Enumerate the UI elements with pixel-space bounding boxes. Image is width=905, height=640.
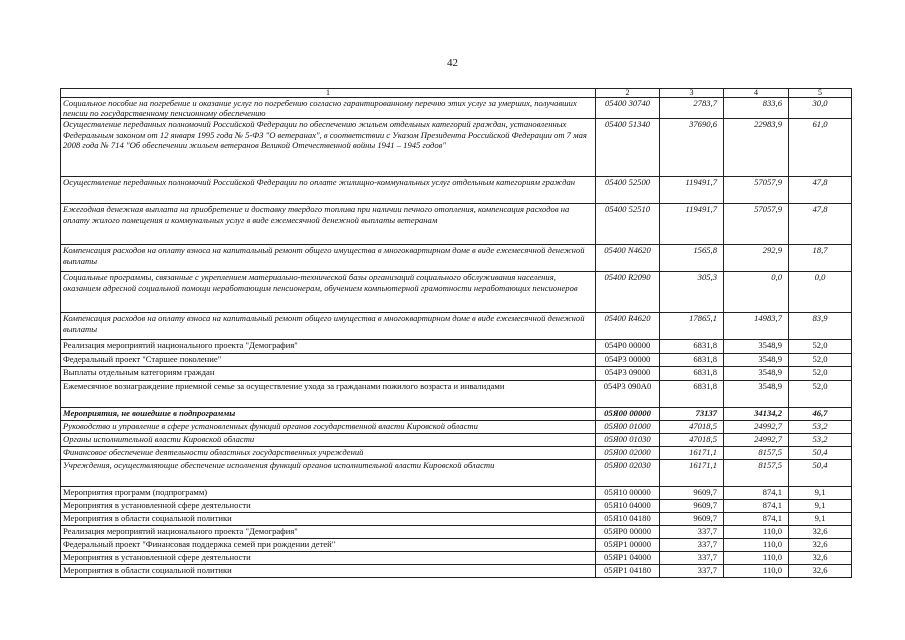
row-percent-cell: 18,7	[789, 245, 852, 272]
row-percent-cell: 0,0	[789, 272, 852, 313]
row-value-cell: 292,9	[724, 245, 789, 272]
row-value-cell: 37690,6	[660, 119, 724, 177]
row-name-cell: Выплаты отдельным категориям граждан	[61, 367, 596, 381]
row-value-cell: 1565,8	[660, 245, 724, 272]
row-code-cell: 054P3 09000	[596, 367, 660, 381]
row-name-cell: Социальные программы, связанные с укреплением материально-технической базы организаций социального обслуживания населения, оказанием адресной социальной помощи неработающим пенсионерам, обучением компьютерной грамотности неработающих пенсионеров	[61, 272, 596, 313]
table-row	[61, 565, 852, 578]
row-value-cell: 9609,7	[660, 513, 724, 526]
row-code-cell: 05Я10 04000	[596, 500, 660, 513]
row-value-cell: 6831,8	[660, 340, 724, 354]
row-value-cell: 3548,9	[724, 354, 789, 367]
row-name-cell: Руководство и управление в сфере установленных функций органов государственной власти Кировской области	[61, 421, 596, 434]
row-value-cell: 833,6	[724, 98, 789, 119]
row-percent-cell: 61,0	[789, 119, 852, 177]
row-name-cell: Социальное пособие на погребение и оказание услуг по погребению согласно гарантированному перечню этих услуг за умерших, получавших пенсии по государственному пенсионному обеспечению	[61, 98, 596, 119]
row-value-cell: 6831,8	[660, 381, 724, 408]
column-header: 4	[724, 89, 789, 98]
row-name-cell: Ежемесячное вознаграждение приемной семье за осуществление ухода за гражданами пожилого возраста и инвалидами	[61, 381, 596, 408]
row-name-cell: Реализация мероприятий национального проекта "Демография"	[61, 340, 596, 354]
row-code-cell: 05400 51340	[596, 119, 660, 177]
column-header: 5	[789, 89, 852, 98]
row-value-cell: 16171,1	[660, 447, 724, 460]
table-row	[61, 245, 852, 272]
row-percent-cell: 52,0	[789, 354, 852, 367]
row-code-cell: 05400 52510	[596, 204, 660, 245]
row-percent-cell: 53,2	[789, 434, 852, 447]
row-value-cell: 16171,1	[660, 460, 724, 487]
row-value-cell: 22983,9	[724, 119, 789, 177]
column-header: 1	[61, 89, 596, 98]
row-percent-cell: 52,0	[789, 340, 852, 354]
row-value-cell: 337,7	[660, 539, 724, 552]
row-value-cell: 24992,7	[724, 434, 789, 447]
row-code-cell: 05Я10 00000	[596, 487, 660, 500]
table-row	[61, 526, 852, 539]
row-value-cell: 9609,7	[660, 487, 724, 500]
row-value-cell: 0,0	[724, 272, 789, 313]
row-percent-cell: 32,6	[789, 539, 852, 552]
row-percent-cell: 53,2	[789, 421, 852, 434]
row-code-cell: 05ЯP0 00000	[596, 526, 660, 539]
row-value-cell: 17865,1	[660, 313, 724, 340]
table-row	[61, 272, 852, 313]
row-percent-cell: 9,1	[789, 513, 852, 526]
row-value-cell: 24992,7	[724, 421, 789, 434]
row-value-cell: 3548,9	[724, 367, 789, 381]
row-value-cell: 47018,5	[660, 434, 724, 447]
row-value-cell: 6831,8	[660, 354, 724, 367]
row-code-cell: 054P0 00000	[596, 340, 660, 354]
row-name-cell: Компенсация расходов на оплату взноса на капитальный ремонт общего имущества в многоквартирном доме в виде ежемесячной денежной выплаты	[61, 245, 596, 272]
row-value-cell: 57057,9	[724, 204, 789, 245]
row-value-cell: 34134,2	[724, 408, 789, 421]
budget-execution-table	[60, 88, 852, 578]
row-name-cell: Мероприятия в установленной сфере деятельности	[61, 552, 596, 565]
row-name-cell: Осуществление переданных полномочий Российской Федерации по обеспечению жильем отдельных категорий граждан, установленных Федеральным законом от 12 января 1995 года № 5-ФЗ "О ветеранах", в соответствии с Указом Президента Российской Федерации от 7 мая 2008 года № 714 "Об обеспечении жильем ветеранов Великой Отечественной войны 1941 – 1945 годов"	[61, 119, 596, 177]
row-name-cell: Реализация мероприятий национального проекта "Демография"	[61, 526, 596, 539]
column-header: 3	[660, 89, 724, 98]
row-code-cell: 05Я10 04180	[596, 513, 660, 526]
table-row	[61, 434, 852, 447]
row-value-cell: 305,3	[660, 272, 724, 313]
row-name-cell: Федеральный проект "Финансовая поддержка семей при рождении детей"	[61, 539, 596, 552]
row-value-cell: 874,1	[724, 513, 789, 526]
row-value-cell: 337,7	[660, 552, 724, 565]
table-row	[61, 98, 852, 119]
row-value-cell: 119491,7	[660, 204, 724, 245]
row-name-cell: Учреждения, осуществляющие обеспечение исполнения функций органов исполнительной власти Кировской области	[61, 460, 596, 487]
row-name-cell: Органы исполнительной власти Кировской области	[61, 434, 596, 447]
row-percent-cell: 9,1	[789, 487, 852, 500]
row-name-cell: Финансовое обеспечение деятельности областных государственных учреждений	[61, 447, 596, 460]
table-row	[61, 367, 852, 381]
row-percent-cell: 30,0	[789, 98, 852, 119]
table-row	[61, 513, 852, 526]
row-percent-cell: 52,0	[789, 367, 852, 381]
row-code-cell: 05ЯP1 00000	[596, 539, 660, 552]
row-value-cell: 57057,9	[724, 177, 789, 204]
row-value-cell: 9609,7	[660, 500, 724, 513]
table-row	[61, 460, 852, 487]
row-value-cell: 8157,5	[724, 460, 789, 487]
row-value-cell: 110,0	[724, 539, 789, 552]
row-code-cell: 05Я00 02030	[596, 460, 660, 487]
row-name-cell: Ежегодная денежная выплата на приобретение и доставку твердого топлива при наличии печного отопления, компенсация расходов на оплату жилого помещения и коммунальных услуг в виде ежемесячной денежной выплаты ветеранам	[61, 204, 596, 245]
row-value-cell: 73137	[660, 408, 724, 421]
row-percent-cell: 32,6	[789, 552, 852, 565]
row-value-cell: 337,7	[660, 526, 724, 539]
table-row	[61, 354, 852, 367]
table-row	[61, 500, 852, 513]
row-value-cell: 119491,7	[660, 177, 724, 204]
row-percent-cell: 50,4	[789, 447, 852, 460]
table-row	[61, 539, 852, 552]
table-row	[61, 447, 852, 460]
row-code-cell: 05Я00 02000	[596, 447, 660, 460]
row-name-cell: Федеральный проект "Старшее поколение"	[61, 354, 596, 367]
row-value-cell: 3548,9	[724, 340, 789, 354]
row-name-cell: Мероприятия в области социальной политики	[61, 565, 596, 578]
row-percent-cell: 47,8	[789, 204, 852, 245]
table-row	[61, 119, 852, 177]
row-code-cell: 05400 R4620	[596, 313, 660, 340]
row-percent-cell: 47,8	[789, 177, 852, 204]
row-name-cell: Мероприятия программ (подпрограмм)	[61, 487, 596, 500]
row-value-cell: 874,1	[724, 487, 789, 500]
page-number: 42	[447, 57, 458, 69]
row-name-cell: Компенсация расходов на оплату взноса на капитальный ремонт общего имущества в многоквартирном доме в виде ежемесячной денежной выплаты	[61, 313, 596, 340]
row-value-cell: 14983,7	[724, 313, 789, 340]
row-value-cell: 110,0	[724, 526, 789, 539]
table-row	[61, 313, 852, 340]
row-name-cell: Мероприятия в установленной сфере деятельности	[61, 500, 596, 513]
row-code-cell: 05ЯP1 04180	[596, 565, 660, 578]
row-percent-cell: 32,6	[789, 526, 852, 539]
row-value-cell: 3548,9	[724, 381, 789, 408]
table-row	[61, 381, 852, 408]
table-row	[61, 340, 852, 354]
table-row	[61, 421, 852, 434]
row-name-cell: Мероприятия в области социальной политики	[61, 513, 596, 526]
row-code-cell: 054P3 00000	[596, 354, 660, 367]
row-percent-cell: 52,0	[789, 381, 852, 408]
table-row	[61, 408, 852, 421]
row-code-cell: 05400 R2090	[596, 272, 660, 313]
row-percent-cell: 46,7	[789, 408, 852, 421]
row-value-cell: 110,0	[724, 565, 789, 578]
row-value-cell: 6831,8	[660, 367, 724, 381]
row-code-cell: 054P3 090A0	[596, 381, 660, 408]
row-code-cell: 05Я00 00000	[596, 408, 660, 421]
row-value-cell: 2783,7	[660, 98, 724, 119]
column-header: 2	[596, 89, 660, 98]
row-percent-cell: 32,6	[789, 565, 852, 578]
table-row	[61, 487, 852, 500]
row-code-cell: 05400 30740	[596, 98, 660, 119]
row-name-cell: Осуществление переданных полномочий Российской Федерации по оплате жилищно-коммунальных услуг отдельным категориям граждан	[61, 177, 596, 204]
row-value-cell: 8157,5	[724, 447, 789, 460]
row-percent-cell: 50,4	[789, 460, 852, 487]
row-code-cell: 05ЯP1 04000	[596, 552, 660, 565]
row-percent-cell: 9,1	[789, 500, 852, 513]
row-value-cell: 874,1	[724, 500, 789, 513]
table-header-row	[61, 89, 852, 98]
row-percent-cell: 83,9	[789, 313, 852, 340]
row-code-cell: 05400 N4620	[596, 245, 660, 272]
row-code-cell: 05400 52500	[596, 177, 660, 204]
table-row	[61, 204, 852, 245]
table-row	[61, 177, 852, 204]
row-code-cell: 05Я00 01000	[596, 421, 660, 434]
row-name-cell: Мероприятия, не вошедшие в подпрограммы	[61, 408, 596, 421]
row-value-cell: 47018,5	[660, 421, 724, 434]
row-value-cell: 110,0	[724, 552, 789, 565]
row-code-cell: 05Я00 01030	[596, 434, 660, 447]
row-value-cell: 337,7	[660, 565, 724, 578]
table-row	[61, 552, 852, 565]
